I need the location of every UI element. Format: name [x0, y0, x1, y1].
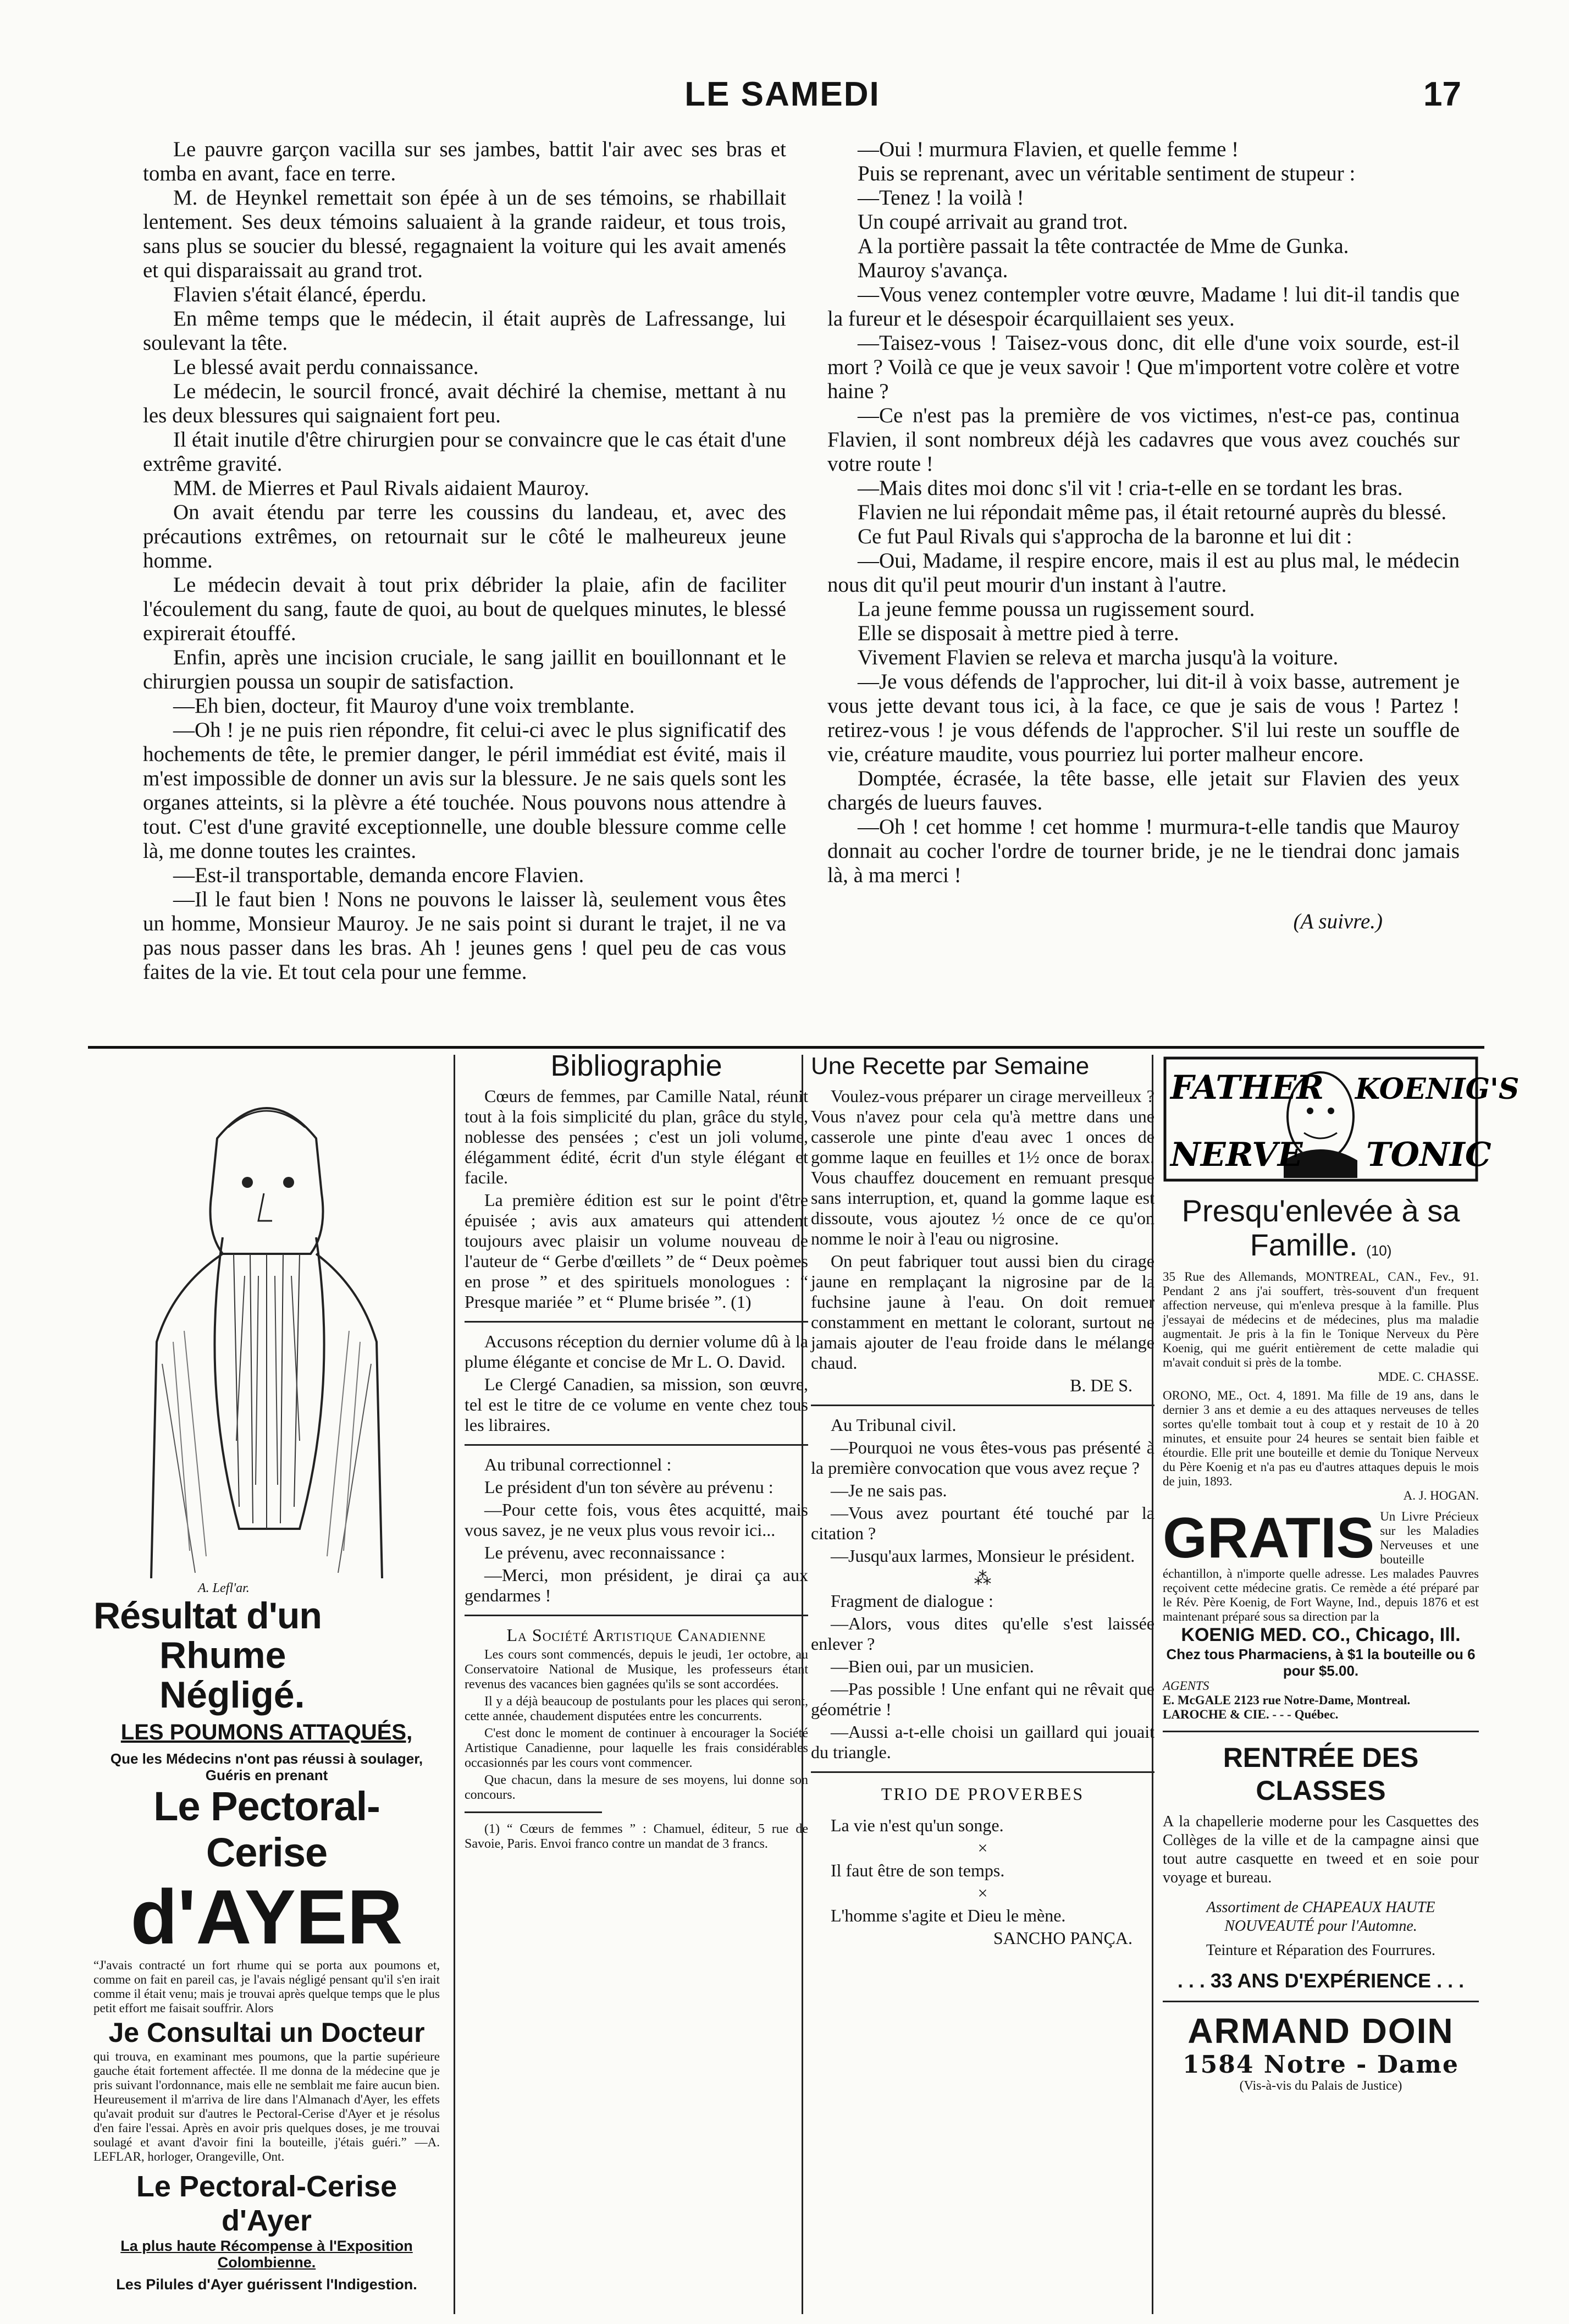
- ad-headline: Résultat d'un: [93, 1595, 322, 1637]
- store-name: ARMAND DOIN: [1187, 2011, 1454, 2051]
- ad-subheadline: LES POUMONS ATTAQUÉS,: [120, 1720, 413, 1744]
- logo-word: NERVE: [1170, 1136, 1303, 1174]
- story-column-left: [143, 137, 786, 984]
- story-paragraph: Vivement Flavien se releva et marcha jusqu'à la voiture.: [858, 646, 1339, 669]
- ad-headline: Je Consultai un Docteur: [108, 2017, 425, 2048]
- separator-mark: ×: [977, 1838, 988, 1858]
- ad-headline: Rhume Négligé.: [159, 1634, 305, 1716]
- column-rule: [454, 1055, 455, 2314]
- ad-line: Que les Médecins n'ont pas réussi à soulager,: [110, 1750, 423, 1767]
- paragraph: Au tribunal correctionnel :: [484, 1455, 672, 1474]
- story-column-right: [827, 137, 1460, 934]
- paragraph: —Je ne sais pas.: [831, 1480, 947, 1500]
- ad-testimonial: 35 Rue des Allemands, MONTREAL, CAN., Fev., 91. Pendant 2 ans j'ai souffert, très-souvent d'un frequent affection nerveuse, qui m'enleva presque à la famille. Plus j'essayai de médecins et de médecines, plus ma maladie augmentait. Je pris à la fin le Tonique Nerveux du Père Koenig, qui me guérit entièrement de cette maladie qui m'avait conduit si près de la tombe.: [1163, 1270, 1479, 1369]
- story-paragraph: Flavien s'était élancé, éperdu.: [173, 283, 427, 306]
- logo-word: TONIC: [1366, 1136, 1491, 1174]
- paragraph: Il y a déjà beaucoup de postulants pour les places qui seront, cette année, chaudement disputées entre les concurrents.: [465, 1694, 808, 1723]
- story-paragraph: Le pauvre garçon vacilla sur ses jambes, battit l'air avec ses bras et tomba en avant, face en terre.: [143, 137, 786, 185]
- story-paragraph: —Oh ! je ne puis rien répondre, fit celui-ci avec le plus significatif des hochements de tête, le premier danger, le péril immédiat est évité, mais il m'est impossible de donner un avis sur la blessure. Je ne sais quels sont les organes atteints, si la plèvre a été touchée. Nous pouvons nous attendre à tout. C'est d'une gravité exceptionnelle, une double blessure comme celle là, me donne toutes les craintes.: [143, 718, 786, 863]
- story-paragraph: —Il le faut bien ! Nons ne pouvons le laisser là, seulement vous êtes un homme, Monsieur Mauroy. Je ne sais point si durant le trajet, il ne va pas nous passer dans les bras. Ah ! jeunes gens ! quel peu de cas vous faites de la vie. Et tout cela pour une femme.: [143, 888, 786, 984]
- ad-pills: Les Pilules d'Ayer guérissent l'Indigestion.: [116, 2276, 417, 2293]
- story-paragraph: M. de Heynkel remettait son épée à un de ses témoins, se rhabillait lentement. Ses deux témoins saluaient à la grande raideur, et tous trois, sans plus se soucier du blessé, regagnaient la voiture qui les avait amenés et qui disparaissait au grand trot.: [143, 186, 786, 282]
- stars-ornament: ⁂: [974, 1568, 992, 1588]
- logo-word: FATHER: [1170, 1069, 1324, 1107]
- footnote: (1) “ Cœurs de femmes ” : Chamuel, éditeur, 5 rue de Savoie, Paris. Envoi franco contre un mandat de 3 francs.: [465, 1822, 808, 1851]
- story-paragraph: —Mais dites moi donc s'il vit ! cria-t-elle en se tordant les bras.: [858, 476, 1403, 500]
- separator: [465, 1615, 808, 1616]
- ad-award: La plus haute Récompense à l'Exposition Colombienne.: [120, 2238, 413, 2271]
- story-paragraph: Domptée, écrasée, la tête basse, elle jetait sur Flavien des yeux chargés de lueurs fauves.: [827, 767, 1460, 814]
- ad-testimonial: qui trouva, en examinant mes poumons, que la partie supérieure gauche était fortement affectée. Il me donna de la médecine que je pris suivant l'ordonnance, mais elle ne semblait me faire aucun bien. Heureusement il m'arriva de lire dans l'Almanach d'Ayer, les effets qu'avait produit sur d'autres le Pectoral-Cerise d'Ayer et je résolus d'en faire l'essai. Après en avoir pris quelques doses, je me trouvai soulagé et avant d'avoir fini la bouteille, j'étais guéri.” —A. LEFLAR, horloger, Orangeville, Ont.: [93, 2050, 440, 2163]
- story-paragraph: —Ce n'est pas la première de vos victimes, n'est-ce pas, continua Flavien, il sont nombreux déjà les cadavres que vous avez couchés sur votre route !: [827, 404, 1460, 476]
- separator: [465, 1811, 602, 1813]
- company-name: KOENIG MED. CO., Chicago, Ill.: [1181, 1624, 1461, 1645]
- agent-line: E. McGALE 2123 rue Notre-Dame, Montreal.: [1163, 1693, 1411, 1707]
- story-paragraph: Mauroy s'avança.: [858, 258, 1008, 282]
- paragraph: Le prévenu, avec reconnaissance :: [484, 1543, 725, 1562]
- section-title: Bibliographie: [550, 1049, 722, 1082]
- paragraph: Voulez-vous préparer un cirage merveilleux ? Vous n'avez pour cela qu'à mettre dans une casserole une pinte d'eau avec 1 onces de gomme laque en feuilles et 1½ once de borax. Vous chauffez doucement en remuant presque sans interruption, et, quand la gomme laque est dissoute, vous ajoutez ½ once de ce qu'on nomme le noir à l'eau ou nigrosine.: [811, 1086, 1154, 1248]
- bearded-man-portrait-icon: [140, 1056, 393, 1578]
- bibliography-column: [465, 1049, 808, 1854]
- ayer-advertisement: [93, 1056, 440, 2293]
- ad-brand: Le Pectoral-Cerise d'Ayer: [136, 2170, 397, 2237]
- ad-signature: A. J. HOGAN.: [1403, 1489, 1479, 1502]
- story-paragraph: —Taisez-vous ! Taisez-vous donc, dit elle d'une voix sourde, est-il mort ? Voilà ce que je veux savoir ! Que m'importent votre colère et votre haine ?: [827, 331, 1460, 403]
- recipe-column: [811, 1053, 1154, 1951]
- separator: [811, 1405, 1154, 1406]
- koenig-advertisement: [1163, 1056, 1520, 2093]
- paragraph: —Bien oui, par un musicien.: [831, 1656, 1034, 1676]
- story-paragraph: Flavien ne lui répondait même pas, il était retourné auprès du blessé.: [858, 500, 1447, 524]
- story-paragraph: Le médecin devait à tout prix débrider la plaie, afin de faciliter l'écoulement du sang, faute de quoi, au bout de quelques minutes, le blessé expirerait étouffé.: [143, 573, 786, 645]
- story-paragraph: MM. de Mierres et Paul Rivals aidaient Mauroy.: [173, 476, 589, 500]
- assortment-line: Assortiment de CHAPEAUX HAUTE NOUVEAUTÉ pour l'Automne.: [1206, 1899, 1435, 1935]
- paragraph: Le Clergé Canadien, sa mission, son œuvre, tel est le titre de ce volume en vente chez tous les libraires.: [465, 1374, 808, 1435]
- proverb: La vie n'est qu'un songe.: [831, 1815, 1004, 1835]
- story-paragraph: —Est-il transportable, demanda encore Flavien.: [173, 863, 584, 887]
- store-address: 1584 Notre - Dame: [1183, 2051, 1459, 2079]
- paragraph: Fragment de dialogue :: [831, 1591, 993, 1611]
- paragraph: —Pas possible ! Une enfant qui ne rêvait que géométrie !: [811, 1679, 1154, 1719]
- signature: B. DE S.: [1070, 1375, 1132, 1395]
- paragraph: La première édition est sur le point d'être épuisée ; avis aux amateurs qui attendent toujours avec plaisir un volume nouveau de l'auteur de “ Gerbe d'œillets ” de “ Deux poèmes en prose ” et des spirituels monologues : “ Presque mariée ” et “ Plume brisée ”. (1): [465, 1190, 808, 1312]
- fur-line: Teinture et Réparation des Fourrures.: [1206, 1942, 1436, 1959]
- to-be-continued: (A suivre.): [1293, 910, 1383, 933]
- paragraph: Que chacun, dans la mesure de ses moyens, lui donne son concours.: [465, 1773, 808, 1802]
- paragraph: Le président d'un ton sévère au prévenu :: [484, 1477, 774, 1497]
- separator: [1163, 1731, 1479, 1732]
- story-paragraph: —Oh ! cet homme ! cet homme ! murmura-t-elle tandis que Mauroy donnait au cocher l'ordre de tourner bride, je ne le tiendrai donc jamais là, à ma merci !: [827, 815, 1460, 887]
- paragraph: Les cours sont commencés, depuis le jeudi, 1er octobre, au Conservatoire National de Musique, les professeurs étant revenus des vacances bien gagnées qu'ils se sont accordées.: [465, 1648, 808, 1692]
- gratis-word: GRATIS: [1163, 1506, 1375, 1570]
- section-title: Une Recette par Semaine: [811, 1053, 1090, 1080]
- gratis-block: [1163, 1506, 1479, 1624]
- rentree-text: A la chapellerie moderne pour les Casquettes des Collèges de la ville et de la campagne ainsi que tout autre casquette en tweed et en soie pour voyage et bureau.: [1163, 1813, 1479, 1886]
- story-paragraph: Ce fut Paul Rivals qui s'approcha de la baronne et lui dit :: [858, 525, 1352, 548]
- proverb: L'homme s'agite et Dieu le mène.: [831, 1906, 1066, 1925]
- story-paragraph: La jeune femme poussa un rugissement sourd.: [858, 597, 1255, 621]
- store-landmark: (Vis-à-vis du Palais de Justice): [1239, 2079, 1402, 2093]
- experience-line: . . . 33 ANS D'EXPÉRIENCE . . .: [1177, 1969, 1465, 1992]
- paragraph: —Pourquoi ne vous êtes-vous pas présenté à la première convocation que vous avez reçue ?: [811, 1438, 1154, 1478]
- paragraph: —Alors, vous dites qu'elle s'est laissée enlever ?: [811, 1613, 1154, 1654]
- logo-word: KOENIG'S: [1355, 1072, 1520, 1106]
- story-paragraph: Le blessé avait perdu connaissance.: [173, 355, 479, 379]
- separator: [811, 1771, 1154, 1773]
- signature: SANCHO PANÇA.: [993, 1928, 1132, 1948]
- page-header: [103, 53, 1461, 119]
- story-paragraph: —Vous venez contempler votre œuvre, Madame ! lui dit-il tandis que la fureur et le désespoir écarquillaient ses yeux.: [827, 283, 1460, 331]
- story-paragraph: Elle se disposait à mettre pied à terre.: [858, 621, 1179, 645]
- portrait-caption: A. Lefl'ar.: [198, 1581, 250, 1595]
- story-paragraph: A la portière passait la tête contractée de Mme de Gunka.: [858, 234, 1349, 258]
- page-number: 17: [1423, 75, 1461, 113]
- separator-mark: ×: [977, 1883, 988, 1903]
- gratis-text: Un Livre Précieux sur les Maladies Nerveuses et une bouteille échantillon, à n'importe quelle adresse. Les malades Pauvres reçoivent cette médecine gratis. Ce remède a été préparé par le Rév. Père Koenig, de Fort Wayne, Ind., depuis 1876 et est maintenant préparé sous sa direction par la: [1163, 1510, 1479, 1623]
- story-paragraph: Puis se reprenant, avec un véritable sentiment de stupeur :: [858, 162, 1356, 185]
- story-paragraph: En même temps que le médecin, il était auprès de Lafressange, lui soulevant la tête.: [143, 307, 786, 355]
- ad-testimonial: “J'avais contracté un fort rhume qui se porta aux poumons et, comme on fait en pareil cas, je l'avais négligé pensant qu'il s'en irait comme il était venu; mais je trouvai après quelque temps que le plus petit effort me faisait souffrir. Alors: [93, 1958, 440, 2015]
- story-paragraph: Il était inutile d'être chirurgien pour se convaincre que le cas était d'une extrême gravité.: [143, 428, 786, 476]
- story-paragraph: Le médecin, le sourcil froncé, avait déchiré la chemise, mettant à nu les deux blessures qui saignaient fort peu.: [143, 379, 786, 427]
- separator: [465, 1444, 808, 1446]
- father-koenigs-tonic-logo: [1163, 1056, 1520, 1182]
- ad-signature: MDE. C. CHASSE.: [1378, 1370, 1479, 1384]
- paragraph: Au Tribunal civil.: [831, 1415, 957, 1435]
- paragraph: —Jusqu'aux larmes, Monsieur le président.: [831, 1546, 1135, 1566]
- section-divider: [88, 1046, 1484, 1049]
- story-paragraph: Un coupé arrivait au grand trot.: [858, 210, 1128, 234]
- ad-line: Guéris en prenant: [205, 1767, 328, 1783]
- paragraph: —Vous avez pourtant été touché par la citation ?: [811, 1503, 1154, 1543]
- rentree-headline: RENTRÉE DES CLASSES: [1223, 1742, 1419, 1806]
- paragraph: On peut fabriquer tout aussi bien du cirage jaune en remplaçant la nigrosine par de la fuchsine jaune à l'eau. On doit remuer constamment en mettant le colorant, surtout ne jamais ajouter de l'eau froide dans le mélange chaud.: [811, 1251, 1154, 1373]
- separator: [1163, 2001, 1479, 2002]
- ad-brand: Le Pectoral-Cerise: [153, 1783, 380, 1875]
- price-line: Chez tous Pharmaciens, à $1 la bouteille ou 6 pour $5.00.: [1166, 1646, 1476, 1679]
- section-title: La Société Artistique Canadienne: [506, 1625, 766, 1645]
- agents-label: AGENTS: [1163, 1679, 1209, 1693]
- story-paragraph: On avait étendu par terre les coussins du landeau, et, avec des précautions extrêmes, on retournait sur le côté le malheureux jeune homme.: [143, 500, 786, 572]
- ad-testimonial: ORONO, ME., Oct. 4, 1891. Ma fille de 19 ans, dans le dernier 3 ans et demie a eu des attaques nerveuses de telles sortes qu'elle tombait tout à coup et y restait de 10 à 20 minutes, et ensuite pour 24 heures se sentait bien faible et étourdie. Elle prit une bouteille et demie du Tonique Nerveux du Père Koenig et n'a pas eu d'autres attaques depuis le mois de juin, 1893.: [1163, 1389, 1479, 1488]
- paragraph: Cœurs de femmes, par Camille Natal, réunit tout à la fois simplicité du plan, grâce du style, noblesse des pensées ; c'est un joli volume, élégamment édité, écrit d'un style élégant et facile.: [465, 1086, 808, 1187]
- paragraph: C'est donc le moment de continuer à encourager la Société Artistique Canadienne, pour laquelle les frais considérables occasionnés par les cours vont commencer.: [465, 1726, 808, 1770]
- story-paragraph: —Je vous défends de l'approcher, lui dit-il à voix basse, autrement je vous jette devant tous ici, à la face, ce que je sais de vous ! Partez ! retirez-vous ! je vous défends de l'approcher. S'il lui reste un souffle de vie, créature maudite, vous pourriez lui porter malheur encore.: [827, 670, 1460, 766]
- ad-brand-large: d'AYER: [130, 1874, 403, 1960]
- proverb: Il faut être de son temps.: [831, 1860, 1005, 1880]
- ad-number: (10): [1366, 1242, 1392, 1259]
- agent-line: LAROCHE & CIE. - - - Québec.: [1163, 1708, 1339, 1721]
- story-paragraph: —Tenez ! la voilà !: [858, 186, 1024, 210]
- ad-headline-text: Presqu'enlevée à sa Famille.: [1181, 1193, 1460, 1262]
- story-paragraph: —Eh bien, docteur, fit Mauroy d'une voix tremblante.: [173, 694, 635, 718]
- story-paragraph: —Oui ! murmura Flavien, et quelle femme !: [858, 137, 1239, 161]
- story-paragraph: —Oui, Madame, il respire encore, mais il est au plus mal, le médecin nous dit qu'il peut mourir d'un instant à l'autre.: [827, 549, 1460, 597]
- ad-headline: [1163, 1194, 1479, 1268]
- separator: [465, 1321, 808, 1323]
- section-title: TRIO DE PROVERBES: [881, 1784, 1085, 1804]
- paragraph: —Pour cette fois, vous êtes acquitté, mais vous savez, je ne veux plus vous revoir ici...: [465, 1500, 808, 1540]
- newspaper-title: LE SAMEDI: [684, 75, 880, 113]
- paragraph: —Merci, mon président, je dirai ça aux gendarmes !: [465, 1565, 808, 1605]
- paragraph: —Aussi a-t-elle choisi un gaillard qui jouait du triangle.: [811, 1722, 1154, 1762]
- paragraph: Accusons réception du dernier volume dû à la plume élégante et concise de Mr L. O. David.: [465, 1331, 808, 1372]
- story-paragraph: Enfin, après une incision cruciale, le sang jaillit en bouillonnant et le chirurgien poussa un soupir de satisfaction.: [143, 646, 786, 693]
